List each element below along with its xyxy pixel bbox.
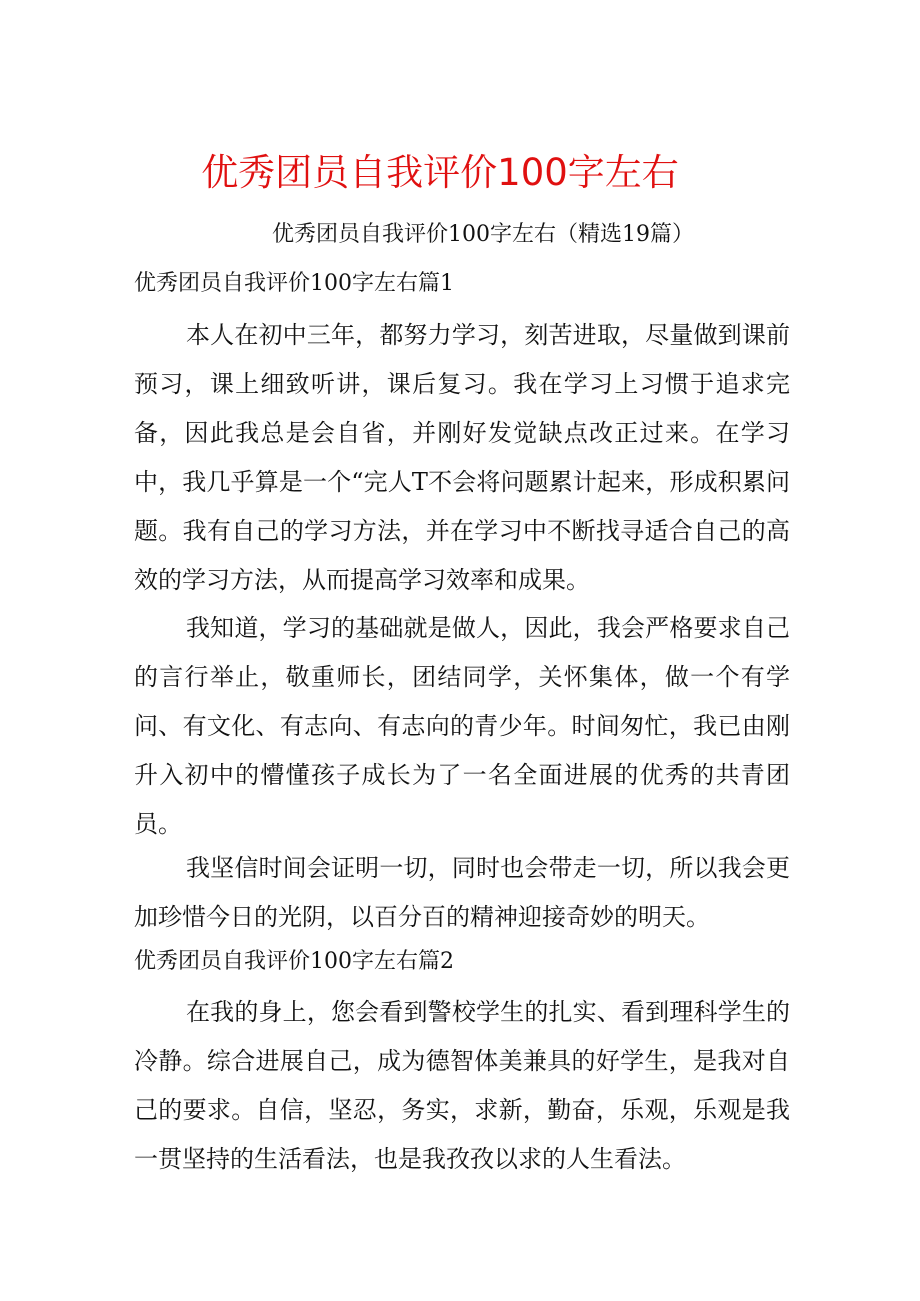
section-heading-2: 优秀团员自我评价100字左右篇2 (134, 949, 454, 974)
document-title: 优秀团员自我评价100字左右 (201, 151, 679, 194)
section-1-paragraph-1: 本人在初中三年，都努力学习，刻苦进取，尽量做到课前预习，课上细致听讲，课后复习。我在学习上习惯于追求完备，因此我总是会自省，并刚好发觉缺点改正过来。在学习中，我几乎算是一个“完人T不会将问题累计起来，形成积累问题。我有自己的学习方法，并在学习中不断找寻适合自己的高效的学习方法，从而提高学习效率和成果。 (134, 321, 790, 594)
section-2-paragraph-1: 在我的身上，您会看到警校学生的扎实、看到理科学生的冷静。综合进展自己，成为德智体美兼具的好学生，是我对自己的要求。自信，坚忍，务实，求新，勤奋，乐观，乐观是我一贯坚持的生活看法，也是我孜孜以求的人生看法。 (134, 998, 790, 1173)
section-heading-1: 优秀团员自我评价100字左右篇1 (134, 271, 454, 296)
section-1-paragraph-2: 我知道，学习的基础就是做人，因此，我会严格要求自己的言行举止，敬重师长，团结同学，关怀集体，做一个有学问、有文化、有志向、有志向的青少年。时间匆忙，我已由刚升入初中的懵懂孩子成长为了一名全面进展的优秀的共青团员。 (134, 614, 790, 838)
section-1-paragraph-3: 我坚信时间会证明一切，同时也会带走一切，所以我会更加珍惜今日的光阴，以百分百的精神迎接奇妙的明天。 (134, 854, 790, 931)
document-subtitle: 优秀团员自我评价100字左右（精选19篇） (272, 222, 694, 247)
